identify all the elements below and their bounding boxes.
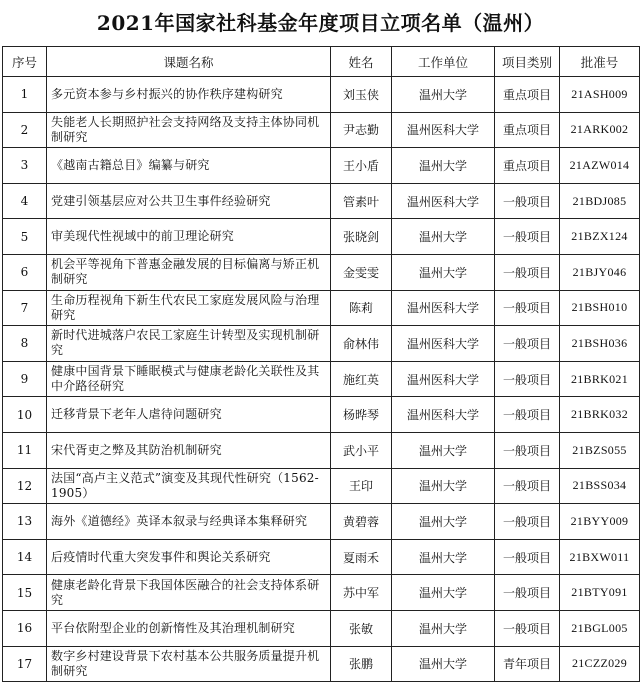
cell-code: 21BDJ085: [560, 183, 640, 219]
table-row: [3, 575, 640, 611]
cell-name: 俞林伟: [331, 326, 392, 362]
cell-type: 青年项目: [495, 646, 560, 682]
cell-no: 1: [3, 77, 47, 113]
cell-name: 金雯雯: [331, 254, 392, 290]
cell-unit: 温州医科大学: [392, 361, 495, 397]
header-type: 项目类别: [495, 47, 560, 77]
cell-name: 尹志勤: [331, 112, 392, 148]
cell-title: 数字乡村建设背景下农村基本公共服务质量提升机制研究: [47, 646, 331, 682]
cell-title: 失能老人长期照护社会支持网络及支持主体协同机制研究: [47, 112, 331, 148]
cell-code: 21BYY009: [560, 504, 640, 540]
header-name: 姓名: [331, 47, 392, 77]
table-row: [3, 504, 640, 540]
cell-no: 5: [3, 219, 47, 255]
header-code: 批准号: [560, 47, 640, 77]
header-no: 序号: [3, 47, 47, 77]
cell-title: 迁移背景下老年人虐待问题研究: [47, 397, 331, 433]
cell-title: 海外《道德经》英译本叙录与经典译本集释研究: [47, 504, 331, 540]
cell-name: 王印: [331, 468, 392, 504]
cell-title: 新时代进城落户农民工家庭生计转型及实现机制研究: [47, 326, 331, 362]
cell-name: 施红英: [331, 361, 392, 397]
cell-code: 21ASH009: [560, 77, 640, 113]
cell-unit: 温州医科大学: [392, 290, 495, 326]
cell-type: 一般项目: [495, 575, 560, 611]
cell-no: 10: [3, 397, 47, 433]
header-title: 课题名称: [47, 47, 331, 77]
cell-code: 21BRK021: [560, 361, 640, 397]
cell-type: 重点项目: [495, 77, 560, 113]
table-body: [3, 77, 640, 682]
table-row: [3, 326, 640, 362]
project-table: [2, 46, 640, 682]
cell-type: 一般项目: [495, 361, 560, 397]
cell-type: 一般项目: [495, 610, 560, 646]
cell-type: 一般项目: [495, 397, 560, 433]
cell-no: 17: [3, 646, 47, 682]
table-row: [3, 610, 640, 646]
cell-type: 一般项目: [495, 539, 560, 575]
cell-no: 12: [3, 468, 47, 504]
cell-type: 一般项目: [495, 504, 560, 540]
cell-no: 9: [3, 361, 47, 397]
cell-name: 管素叶: [331, 183, 392, 219]
cell-title: 健康中国背景下睡眠模式与健康老龄化关联性及其中介路径研究: [47, 361, 331, 397]
cell-no: 4: [3, 183, 47, 219]
cell-type: 一般项目: [495, 468, 560, 504]
table-row: [3, 219, 640, 255]
cell-unit: 温州大学: [392, 77, 495, 113]
cell-unit: 温州大学: [392, 504, 495, 540]
cell-type: 重点项目: [495, 148, 560, 184]
table-row: [3, 148, 640, 184]
cell-name: 夏雨禾: [331, 539, 392, 575]
table-row: [3, 397, 640, 433]
cell-unit: 温州大学: [392, 148, 495, 184]
cell-code: 21BZX124: [560, 219, 640, 255]
cell-code: 21BSH010: [560, 290, 640, 326]
cell-code: 21AZW014: [560, 148, 640, 184]
cell-no: 8: [3, 326, 47, 362]
cell-code: 21BXW011: [560, 539, 640, 575]
cell-name: 黄碧蓉: [331, 504, 392, 540]
cell-name: 张敏: [331, 610, 392, 646]
cell-no: 6: [3, 254, 47, 290]
cell-name: 苏中军: [331, 575, 392, 611]
cell-no: 3: [3, 148, 47, 184]
cell-type: 重点项目: [495, 112, 560, 148]
table-row: [3, 112, 640, 148]
page-title: 2021年国家社科基金年度项目立项名单（温州）: [96, 11, 545, 35]
cell-code: 21BTY091: [560, 575, 640, 611]
cell-no: 16: [3, 610, 47, 646]
cell-code: 21BSH036: [560, 326, 640, 362]
cell-unit: 温州大学: [392, 646, 495, 682]
cell-no: 14: [3, 539, 47, 575]
cell-unit: 温州大学: [392, 432, 495, 468]
cell-title: 机会平等视角下普惠金融发展的目标偏离与矫正机制研究: [47, 254, 331, 290]
cell-no: 13: [3, 504, 47, 540]
header-unit: 工作单位: [392, 47, 495, 77]
table-row: [3, 432, 640, 468]
cell-code: 21CZZ029: [560, 646, 640, 682]
cell-title: 党建引领基层应对公共卫生事件经验研究: [47, 183, 331, 219]
table-row: [3, 254, 640, 290]
cell-no: 7: [3, 290, 47, 326]
cell-unit: 温州医科大学: [392, 112, 495, 148]
cell-name: 武小平: [331, 432, 392, 468]
cell-unit: 温州医科大学: [392, 397, 495, 433]
cell-code: 21BJY046: [560, 254, 640, 290]
cell-no: 15: [3, 575, 47, 611]
cell-code: 21BSS034: [560, 468, 640, 504]
table-row: [3, 290, 640, 326]
header-row: [3, 47, 640, 77]
cell-name: 张晓剑: [331, 219, 392, 255]
cell-type: 一般项目: [495, 432, 560, 468]
cell-no: 2: [3, 112, 47, 148]
table-row: [3, 77, 640, 113]
cell-type: 一般项目: [495, 219, 560, 255]
table-row: [3, 646, 640, 682]
cell-title: 平台依附型企业的创新惰性及其治理机制研究: [47, 610, 331, 646]
cell-type: 一般项目: [495, 290, 560, 326]
cell-no: 11: [3, 432, 47, 468]
cell-title: 生命历程视角下新生代农民工家庭发展风险与治理研究: [47, 290, 331, 326]
cell-title: 健康老龄化背景下我国体医融合的社会支持体系研究: [47, 575, 331, 611]
cell-unit: 温州大学: [392, 254, 495, 290]
cell-type: 一般项目: [495, 326, 560, 362]
cell-title: 《越南古籍总目》编纂与研究: [47, 148, 331, 184]
table-row: [3, 539, 640, 575]
cell-unit: 温州大学: [392, 610, 495, 646]
cell-title: 后疫情时代重大突发事件和舆论关系研究: [47, 539, 331, 575]
cell-unit: 温州大学: [392, 575, 495, 611]
table-header: [3, 47, 640, 77]
cell-title: 多元资本参与乡村振兴的协作秩序建构研究: [47, 77, 331, 113]
cell-name: 杨晔琴: [331, 397, 392, 433]
cell-code: 21BZS055: [560, 432, 640, 468]
table-row: [3, 361, 640, 397]
cell-unit: 温州医科大学: [392, 326, 495, 362]
cell-title: 宋代胥吏之弊及其防治机制研究: [47, 432, 331, 468]
cell-name: 刘玉侠: [331, 77, 392, 113]
cell-type: 一般项目: [495, 254, 560, 290]
cell-name: 王小盾: [331, 148, 392, 184]
cell-code: 21BRK032: [560, 397, 640, 433]
cell-type: 一般项目: [495, 183, 560, 219]
cell-name: 陈莉: [331, 290, 392, 326]
cell-name: 张鹏: [331, 646, 392, 682]
cell-unit: 温州医科大学: [392, 183, 495, 219]
table-row: [3, 183, 640, 219]
cell-unit: 温州大学: [392, 539, 495, 575]
table-row: [3, 468, 640, 504]
cell-code: 21ARK002: [560, 112, 640, 148]
cell-unit: 温州大学: [392, 219, 495, 255]
cell-title: 审美现代性视域中的前卫理论研究: [47, 219, 331, 255]
cell-unit: 温州大学: [392, 468, 495, 504]
cell-title: 法国“高卢主义范式”演变及其现代性研究（1562-1905）: [47, 468, 331, 504]
cell-code: 21BGL005: [560, 610, 640, 646]
